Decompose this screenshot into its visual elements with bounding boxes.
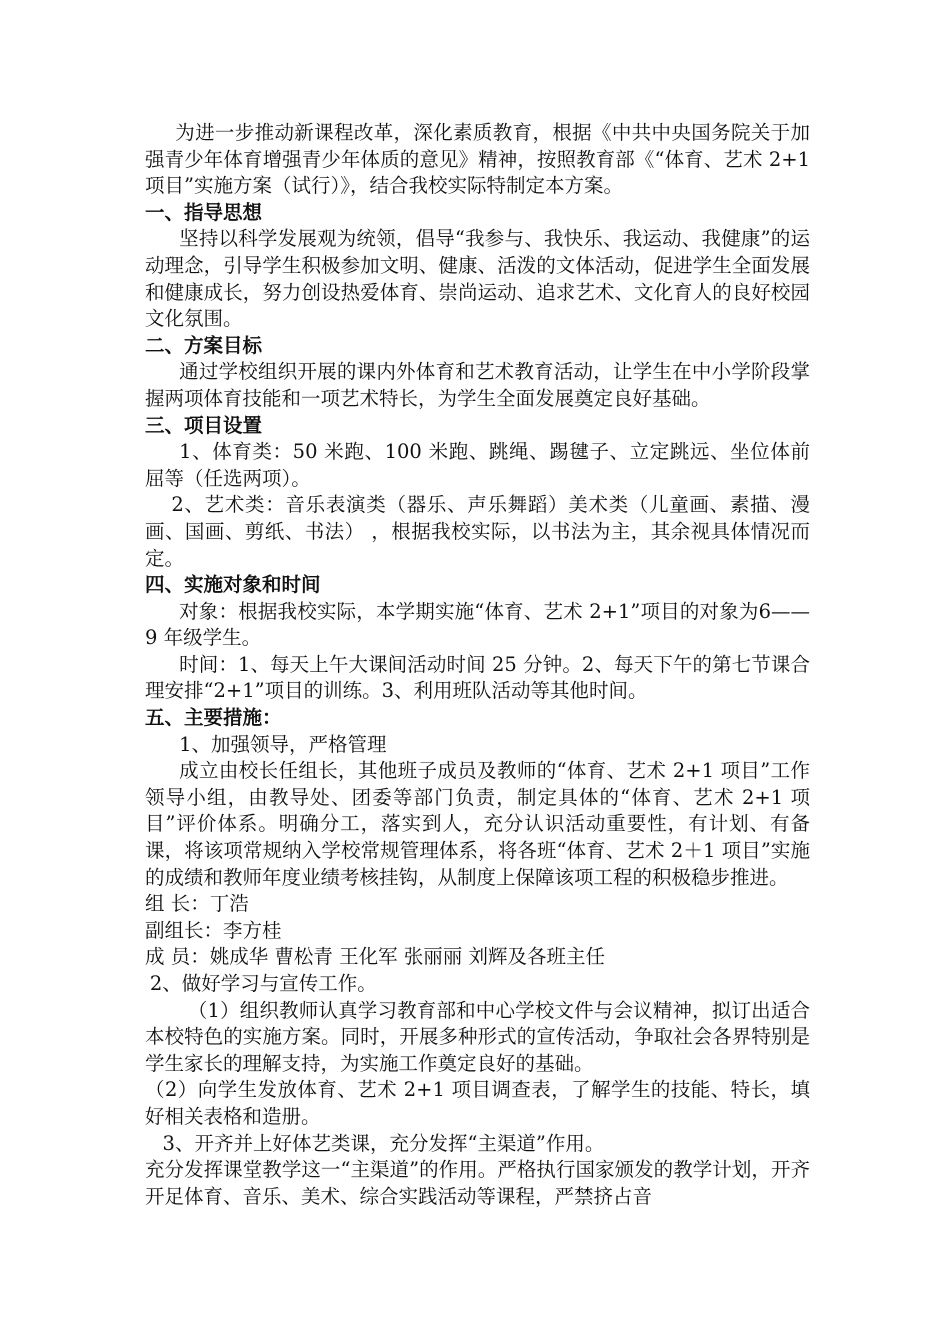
target-paragraph: 对象：根据我校实际，本学期实施“体育、艺术 2+1”项目的对象为6——9 年级学生。: [145, 599, 810, 650]
section-heading-target-time: 四、实施对象和时间: [145, 573, 321, 597]
measure-3-title: 3、开齐并上好体艺类课，充分发挥“主渠道”作用。: [162, 1131, 605, 1155]
section-heading-guiding-ideology: 一、指导思想: [145, 200, 263, 224]
arts-items-paragraph: 2、艺术类：音乐表演类（器乐、声乐舞蹈）美术类（儿童画、素描、漫画、国画、剪纸、书法） ，根据我校实际，以书法为主，其余视具体情况而定。: [145, 493, 810, 570]
guiding-ideology-paragraph: 坚持以科学发展观为统领，倡导“我参与、我快乐、我运动、我健康”的运动理念，引导学生积极参加文明、健康、活泼的文体活动，促进学生全面发展和健康成长，努力创设热爱体育、崇尚运动、追求艺术、文化育人的良好校园文化氛围。: [145, 227, 810, 331]
measure-3-paragraph: 充分发挥课堂教学这一“主渠道”的作用。严格执行国家颁发的教学计划，开齐开足体育、音乐、美术、综合实践活动等课程，严禁挤占音: [145, 1158, 810, 1208]
group-leader-line: 组 长：丁浩: [145, 892, 249, 916]
section-heading-plan-goals: 二、方案目标: [145, 333, 263, 357]
measure-1-title: 1、加强领导，严格管理: [179, 732, 387, 756]
measure-2-title: 2、做好学习与宣传工作。: [149, 972, 377, 995]
section-heading-main-measures: 五、主要措施：: [145, 706, 282, 730]
members-line: 成 员：姚成华 曹松青 王化军 张丽丽 刘辉及各班主任: [145, 945, 605, 969]
measure-1-paragraph: 成立由校长任组长，其他班子成员及教师的“体育、艺术 2+1 项目”工作领导小组，由教导处、团委等部门负责，制定具体的“体育、艺术 2+1 项目”评价体系。明确分工，落实到人，充分认识活动重要性，有计划、有备课，将该项常规纳入学校常规管理体系，将各班“体育、艺术 2＋1 项目”实施的成绩和教师年度业绩考核挂钩，从制度上保障该项工程的积极稳步推进。: [145, 759, 810, 889]
document-page: [145, 120, 810, 1210]
sports-items-paragraph: 1、体育类：50 米跑、100 米跑、跳绳、踢毽子、立定跳远、坐位体前屈等（任选两项）。: [145, 440, 810, 490]
section-heading-project-setup: 三、项目设置: [145, 413, 263, 437]
measure-2-paragraph-1: （1）组织教师认真学习教育部和中心学校文件与会议精神，拟订出适合本校特色的实施方案。同时，开展多种形式的宣传活动，争取社会各界特别是学生家长的理解支持，为实施工作奠定良好的基础。: [145, 998, 810, 1075]
plan-goals-paragraph: 通过学校组织开展的课内外体育和艺术教育活动，让学生在中小学阶段掌握两项体育技能和一项艺术特长，为学生全面发展奠定良好基础。: [145, 360, 810, 410]
measure-2-paragraph-2: （2）向学生发放体育、艺术 2+1 项目调查表，了解学生的技能、特长，填好相关表格和造册。: [145, 1078, 810, 1128]
time-paragraph: 时间：1、每天上午大课间活动时间 25 分钟。2、每天下午的第七节课合理安排“2+1”项目的训练。3、利用班队活动等其他时间。: [145, 652, 810, 703]
vice-leader-line: 副组长：李方桂: [145, 918, 282, 942]
intro-paragraph: 为进一步推动新课程改革，深化素质教育，根据《中共中央国务院关于加强青少年体育增强青少年体质的意见》精神，按照教育部《“体育、艺术 2+1 项目”实施方案（试行）》，结合我校实际特制定本方案。: [145, 121, 810, 198]
